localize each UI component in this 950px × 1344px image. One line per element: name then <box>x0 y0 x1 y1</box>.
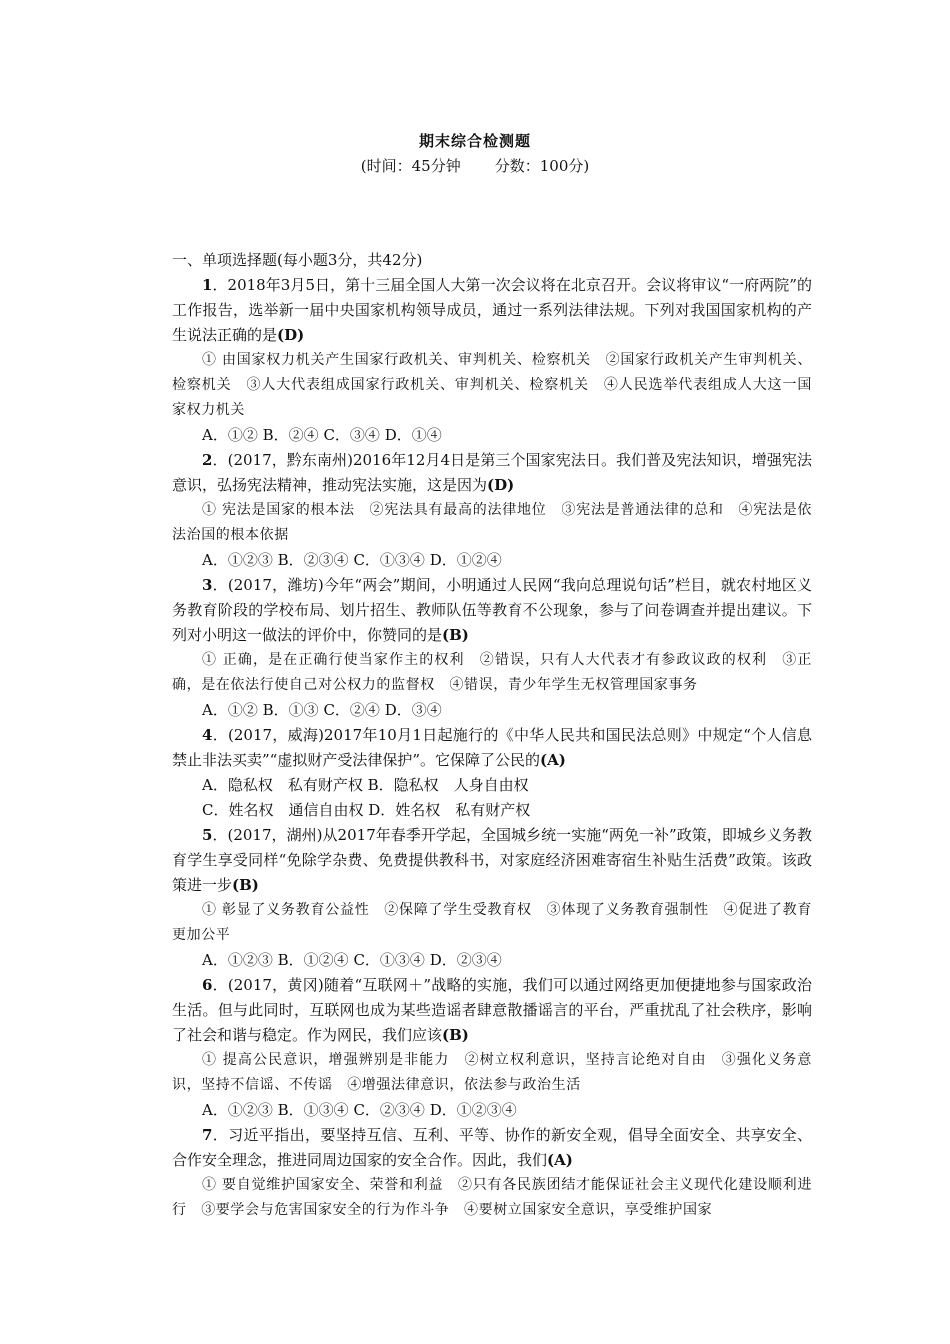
choice-b: B．①②④ <box>277 951 349 969</box>
question-answer: (A) <box>540 751 566 769</box>
choice-c: C．③④ <box>323 426 380 444</box>
question-4 <box>172 723 812 773</box>
section-heading: 一、单项选择题(每小题3分，共42分) <box>172 251 423 269</box>
choice-d: D．①②④ <box>429 551 502 569</box>
question-stem: ．(2017，黄冈)随着“互联网＋”战略的实施，我们可以通过网络更加便捷地参与国家政治生活。但与此同时，互联网也成为某些造谣者肆意散播谣言的平台，严重扰乱了社会秩序，影响了社会和谐与稳定。作为网民，我们应该 <box>172 976 812 1044</box>
choice-b: B．①③ <box>262 701 319 719</box>
question-answer: (D) <box>487 476 515 494</box>
question-stem: ．(2017，黔东南州)2016年12月4日是第三个国家宪法日。我们普及宪法知识，增强宪法意识，弘扬宪法精神，推动宪法实施，这是因为 <box>172 451 812 494</box>
choice-d: D．②③④ <box>429 951 502 969</box>
choice-b: B．②③④ <box>277 551 349 569</box>
question-answer: (B) <box>442 1026 469 1044</box>
question-answer: (D) <box>277 326 305 344</box>
choice-row <box>172 798 812 823</box>
choice-row <box>172 1098 812 1123</box>
choice-a: A．①②③ <box>202 1101 273 1119</box>
choice-b: B．②④ <box>262 426 319 444</box>
question-6 <box>172 973 812 1048</box>
question-answer: (A) <box>547 1151 573 1169</box>
question-number: 5 <box>202 826 213 844</box>
choice-row <box>172 948 812 973</box>
choice-c: C．姓名权 通信自由权 <box>202 801 364 819</box>
choice-d: D．①②③④ <box>429 1101 517 1119</box>
choice-row <box>172 773 812 798</box>
choice-row <box>172 548 812 573</box>
question-options: ① 由国家权力机关产生国家行政机关、审判机关、检察机关 ②国家行政机关产生审判机关、检察机关 ③人大代表组成国家行政机关、审判机关、检察机关 ④人民选举代表组成人大这一国家权力机关 <box>172 352 812 418</box>
choice-d: D．①④ <box>384 426 442 444</box>
time-label: (时间：45分钟 <box>360 157 461 175</box>
page-title: 期末综合检测题 <box>418 132 531 150</box>
choice-d: D．姓名权 私有财产权 <box>368 801 531 819</box>
choice-b: B．①③④ <box>277 1101 349 1119</box>
score-label: 分数：100分) <box>494 157 590 175</box>
choice-a: A．①② <box>202 701 258 719</box>
question-1 <box>172 273 812 348</box>
choice-c: C．②④ <box>323 701 380 719</box>
choice-d: D．③④ <box>384 701 442 719</box>
choice-row <box>172 698 812 723</box>
question-number: 1 <box>202 276 213 294</box>
question-options: ① 宪法是国家的根本法 ②宪法具有最高的法律地位 ③宪法是普通法律的总和 ④宪法是依法治国的根本依据 <box>172 502 812 543</box>
choice-a: A．①② <box>202 426 258 444</box>
question-answer: (B) <box>442 626 469 644</box>
choice-c: C．①③④ <box>353 551 425 569</box>
exam-info <box>0 155 950 176</box>
question-7 <box>172 1123 812 1173</box>
question-number: 2 <box>202 451 213 469</box>
question-list <box>172 248 812 1223</box>
question-options: ① 正确，是在正确行使当家作主的权利 ②错误，只有人大代表才有参政议政的权利 ③正确，是在依法行使自己对公权力的监督权 ④错误，青少年学生无权管理国家事务 <box>172 652 812 693</box>
question-stem: ．(2017，潍坊)今年“两会”期间，小明通过人民网“我向总理说句话”栏目，就农村地区义务教育阶段的学校布局、划片招生、教师队伍等教育不公现象，参与了问卷调查并提出建议。下列对小明这一做法的评价中，你赞同的是 <box>172 576 812 644</box>
question-options: ① 提高公民意识，增强辨别是非能力 ②树立权利意识，坚持言论绝对自由 ③强化义务意识，坚持不信谣、不传谣 ④增强法律意识，依法参与政治生活 <box>172 1052 812 1093</box>
question-stem: ．2018年3月5日，第十三届全国人大第一次会议将在北京召开。会议将审议“一府两院”的工作报告，选举新一届中央国家机构领导成员，通过一系列法律法规。下列对我国国家机构的产生说法正确的是 <box>172 276 812 344</box>
question-2 <box>172 448 812 498</box>
choice-a: A．①②③ <box>202 951 273 969</box>
choice-row <box>172 423 812 448</box>
question-number: 6 <box>202 976 213 994</box>
question-5 <box>172 823 812 898</box>
choice-c: C．②③④ <box>353 1101 425 1119</box>
question-stem: ．习近平指出，要坚持互信、互利、平等、协作的新安全观，倡导全面安全、共享安全、合作安全理念，推进同周边国家的安全合作。因此，我们 <box>172 1126 812 1169</box>
choice-a: A．①②③ <box>202 551 273 569</box>
question-number: 4 <box>202 726 213 744</box>
question-options: ① 要自觉维护国家安全、荣誉和利益 ②只有各民族团结才能保证社会主义现代化建设顺利进行 ③要学会与危害国家安全的行为作斗争 ④要树立国家安全意识，享受维护国家 <box>172 1177 812 1218</box>
question-stem: ．(2017，威海)2017年10月1日起施行的《中华人民共和国民法总则》中规定“个人信息禁止非法买卖”“虚拟财产受法律保护”。它保障了公民的 <box>172 726 812 769</box>
choice-b: B．隐私权 人身自由权 <box>367 776 529 794</box>
choice-c: C．①③④ <box>353 951 425 969</box>
question-options: ① 彰显了义务教育公益性 ②保障了学生受教育权 ③体现了义务教育强制性 ④促进了教育更加公平 <box>172 902 812 943</box>
question-number: 7 <box>202 1126 213 1144</box>
question-3 <box>172 573 812 648</box>
question-number: 3 <box>202 576 213 594</box>
question-stem: ．(2017，湖州)从2017年春季开学起，全国城乡统一实施“两免一补”政策，即城乡义务教育学生享受同样“免除学杂费、免费提供教科书，对家庭经济困难寄宿生补贴生活费”政策。该政策进一步 <box>172 826 812 894</box>
choice-a: A．隐私权 私有财产权 <box>202 776 363 794</box>
question-answer: (B) <box>232 876 259 894</box>
